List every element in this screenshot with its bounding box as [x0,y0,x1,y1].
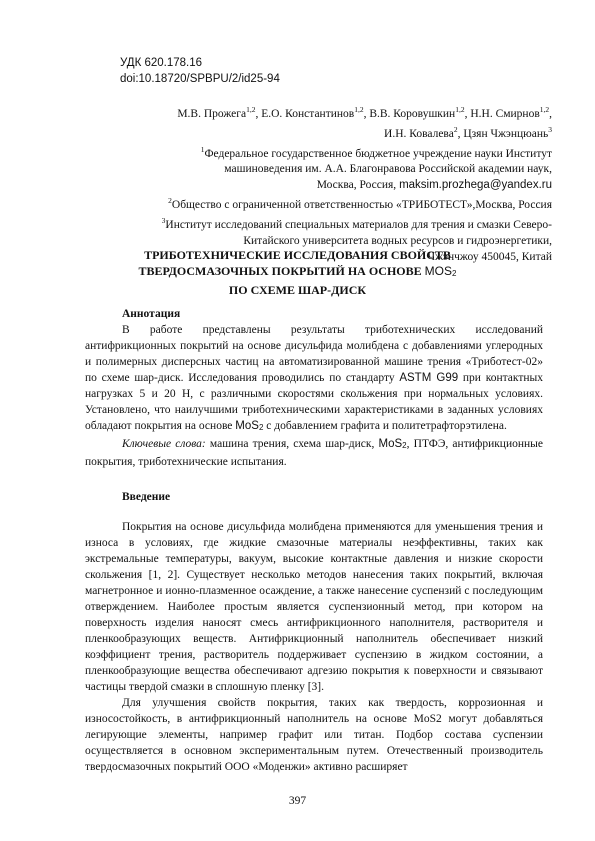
author-list-line-1: М.В. Прожега$^{1,2}$, Е.О. Константинов$^{1,2}$, В.В. Коровушкин$^{1,2}$, Н.Н. Смирнов$^{1,2}$, [177,105,552,120]
keywords: Ключевые слова: машина трения, схема шар-диск, MoS2, ПТФЭ, антифрикционные покрытия, триботехнические испытания. [85,438,544,468]
article-identifiers [120,55,280,87]
abstract-paragraph: В работе представлены результаты триботехнических исследований антифрикционных покрытий на основе дисульфида молибдена с добавлениями углеродных и полимерных дисперсных частиц на автоматизированной машине трения «Триботест-02» по схеме шар-диск. Исследования проводились по стандарту ASTM G99 при контактных нагрузках 5 и 20 Н, с различными скоростями скольжения при нормальных условиях. Установлено, что наилучшими триботехническими характеристиками в заданных условиях обладают покрытия на основе MoS2 с добавлением графита и политетрафторэтилена. [85,324,543,432]
author-email[interactable]: maksim.prozhega@yandex.ru [399,179,552,192]
affiliation-3-cont: Китайского университета водных ресурсов и гидроэнергетики, [243,235,552,248]
authors-block [112,102,552,265]
author-list-line-2: И.Н. Ковалева$^2$, Цзян Чжэнцюань$^3$ [384,124,552,140]
affiliation-2: $^2$Общество с ограниченной ответственностью «ТРИБОТЕСТ»,Москва, Россия [168,196,552,212]
title-formula: MOS [424,264,452,278]
introduction-body [85,519,543,775]
abstract-body [85,322,543,470]
intro-paragraph-2: Для улучшения свойств покрытия, таких как твердость, коррозионная и износостойкость, в антифрикционный наполнитель на основе MoS2 могут добавляться легирующие элементы, например графит или титан. Подбор состава суспензии осуществляется в основном экспериментальным путем. Отечественный производитель твердосмазочных покрытий ООО «Моденжи» активно расширяет [85,697,543,773]
affiliation-1-cont: машиноведения им. А.А. Благонравова Российской академии наук, [224,163,552,176]
article-title: ТРИБОТЕХНИЧЕСКИЕ ИССЛЕДОВАНИЯ СВОЙСТВ ТВЕРДОСМАЗОЧНЫХ ПОКРЫТИЙ НА ОСНОВЕ MOS2 ПО СХЕМЕ ШАР-ДИСК [138,248,457,297]
affiliation-3-location: Чжэнчжоу 450045, Китай [427,251,552,264]
abstract-heading: Аннотация [122,308,181,320]
doi: doi:10.18720/SPBPU/2/id25-94 [120,73,280,85]
affiliation-3: $^3$Институт исследований специальных материалов для трения и смазки Северо- [161,216,552,232]
udk-code: УДК 620.178.16 [120,57,203,69]
introduction-heading: Введение [122,491,171,503]
page-number: 397 [288,795,307,807]
affiliation-1: $^1$Федеральное государственное бюджетное учреждение науки Институт [200,144,552,160]
affiliation-1-location: Москва, Россия, maksim.prozhega@yandex.ru [316,179,552,192]
intro-paragraph-1: Покрытия на основе дисульфида молибдена применяются для уменьшения трения и износа в условиях, где жидкие смазочные материалы неэффективны, таких как экстремальные температуры, вакуум, высокие контактные давления и низкие скорости скольжения [1, 2]. Существует несколько методов нанесения таких покрытий, включая магнетронное и ионно-плазменное осаждение, а также нанесение суспензий с последующим отверждением. Наиболее простым является суспензионный метод, при котором на поверхность изделия наносят смесь антифрикционного наполнителя, растворителя и пленкообразующих веществ. Антифрикционный наполнитель обеспечивает низкий коэффициент трения, растворитель поддерживает суспензию в жидком состоянии, а пленкообразующие вещества обеспечивают адгезию покрытия к поверхности и связывают частицы твердой смазки в сплошную пленку [3]. [85,521,543,693]
